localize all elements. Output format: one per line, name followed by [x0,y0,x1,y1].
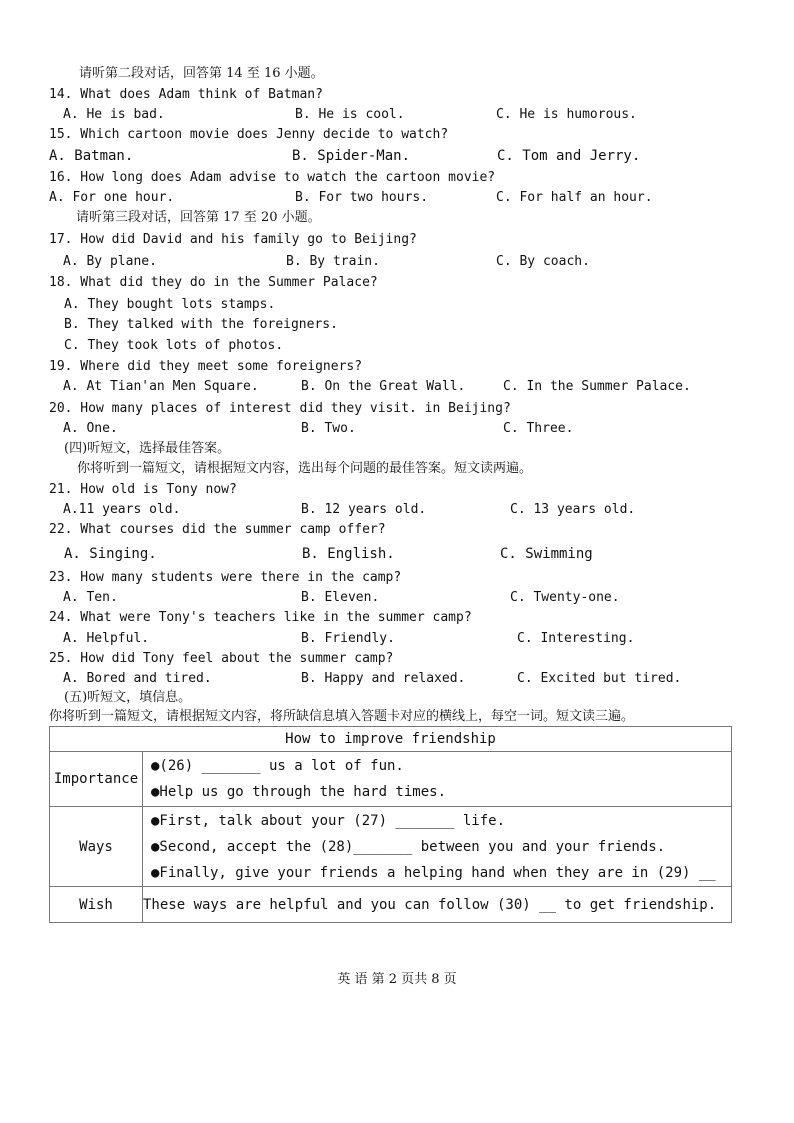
option-25c: C. Excited but tired. [517,671,682,686]
option-14a: A. He is bad. [63,107,165,122]
option-18c: C. They took lots of photos. [64,338,284,353]
question-16: 16. How long does Adam advise to watch the cartoon movie? [49,170,496,185]
option-23c: C. Twenty-one. [510,590,620,605]
option-24b: B. Friendly. [301,631,395,646]
option-15c: C. Tom and Jerry. [497,148,641,164]
option-14b: B. He is cool. [295,107,405,122]
option-19a: A. At Tian'an Men Square. [63,379,259,394]
table-title: How to improve friendship [50,727,732,752]
option-15b: B. Spider-Man. [292,148,411,164]
option-22b: B. English. [302,546,395,562]
question-21: 21. How old is Tony now? [49,482,237,497]
option-21b: B. 12 years old. [301,502,427,517]
ways-cell [143,807,732,887]
question-22: 22. What courses did the summer camp offer? [49,522,386,537]
wish-text: These ways are helpful and you can follow (30) __ to get friendship. [143,896,717,913]
friendship-table [49,726,732,923]
question-24: 24. What were Tony's teachers like in the summer camp? [49,610,472,625]
option-22c: C. Swimming [500,546,593,562]
ways-label: Ways [50,807,143,887]
importance-label: Importance [50,752,143,807]
question-15: 15. Which cartoon movie does Jenny decide to watch? [49,127,449,142]
page-footer: 英 语 第 2 页共 8 页 [337,972,457,987]
option-16a: A. For one hour. [49,190,175,205]
option-16c: C. For half an hour. [496,190,653,205]
question-25: 25. How did Tony feel about the summer camp? [49,651,394,666]
part5-title: (五)听短文，填信息。 [64,690,192,705]
ways-line-1: ●First, talk about your (27) _______ life. [151,812,506,829]
option-16b: B. For two hours. [295,190,429,205]
part5-instruction: 你将听到一篇短文，请根据短文内容，将所缺信息填入答题卡对应的横线上，每空一词。短文读三遍。 [49,709,635,724]
part4-instruction: 你将听到一篇短文，请根据短文内容，选出每个问题的最佳答案。短文读两遍。 [77,461,533,476]
option-18a: A. They bought lots stamps. [64,297,276,312]
question-18: 18. What did they do in the Summer Palace? [49,275,378,290]
option-20a: A. One. [63,421,118,436]
option-25b: B. Happy and relaxed. [301,671,466,686]
option-23b: B. Eleven. [301,590,380,605]
option-18b: B. They talked with the foreigners. [64,317,338,332]
importance-line-2: ●Help us go through the hard times. [151,784,447,800]
option-24a: A. Helpful. [63,631,150,646]
option-20c: C. Three. [503,421,574,436]
question-17: 17. How did David and his family go to Beijing? [49,232,417,247]
question-14: 14. What does Adam think of Batman? [49,87,323,102]
option-20b: B. Two. [301,421,356,436]
option-17a: A. By plane. [63,254,157,269]
question-19: 19. Where did they meet some foreigners? [49,359,363,374]
option-14c: C. He is humorous. [496,107,637,122]
option-15a: A. Batman. [49,148,134,164]
ways-line-3: ●Finally, give your friends a helping hand when they are in (29) __ [151,864,716,881]
wish-label: Wish [50,887,143,923]
option-24c: C. Interesting. [517,631,635,646]
option-19b: B. On the Great Wall. [301,379,466,394]
section2-intro: 请听第二段对话，回答第 14 至 16 小题。 [79,66,324,81]
option-21a: A.11 years old. [63,502,181,517]
option-21c: C. 13 years old. [510,502,636,517]
option-23a: A. Ten. [63,590,118,605]
option-22a: A. Singing. [64,546,157,562]
option-19c: C. In the Summer Palace. [503,379,691,394]
option-17b: B. By train. [286,254,380,269]
option-25a: A. Bored and tired. [63,671,212,686]
ways-line-2: ●Second, accept the (28)_______ between you and your friends. [151,838,666,855]
importance-line-1: ●(26) _______ us a lot of fun. [151,758,404,774]
part4-title: (四)听短文，选择最佳答案。 [64,441,231,456]
question-23: 23. How many students were there in the camp? [49,570,402,585]
question-20: 20. How many places of interest did they visit. in Beijing? [49,401,511,416]
option-17c: C. By coach. [496,254,590,269]
section3-intro: 请听第三段对话，回答第 17 至 20 小题。 [76,210,321,225]
importance-cell [143,752,732,807]
wish-cell [143,887,732,923]
